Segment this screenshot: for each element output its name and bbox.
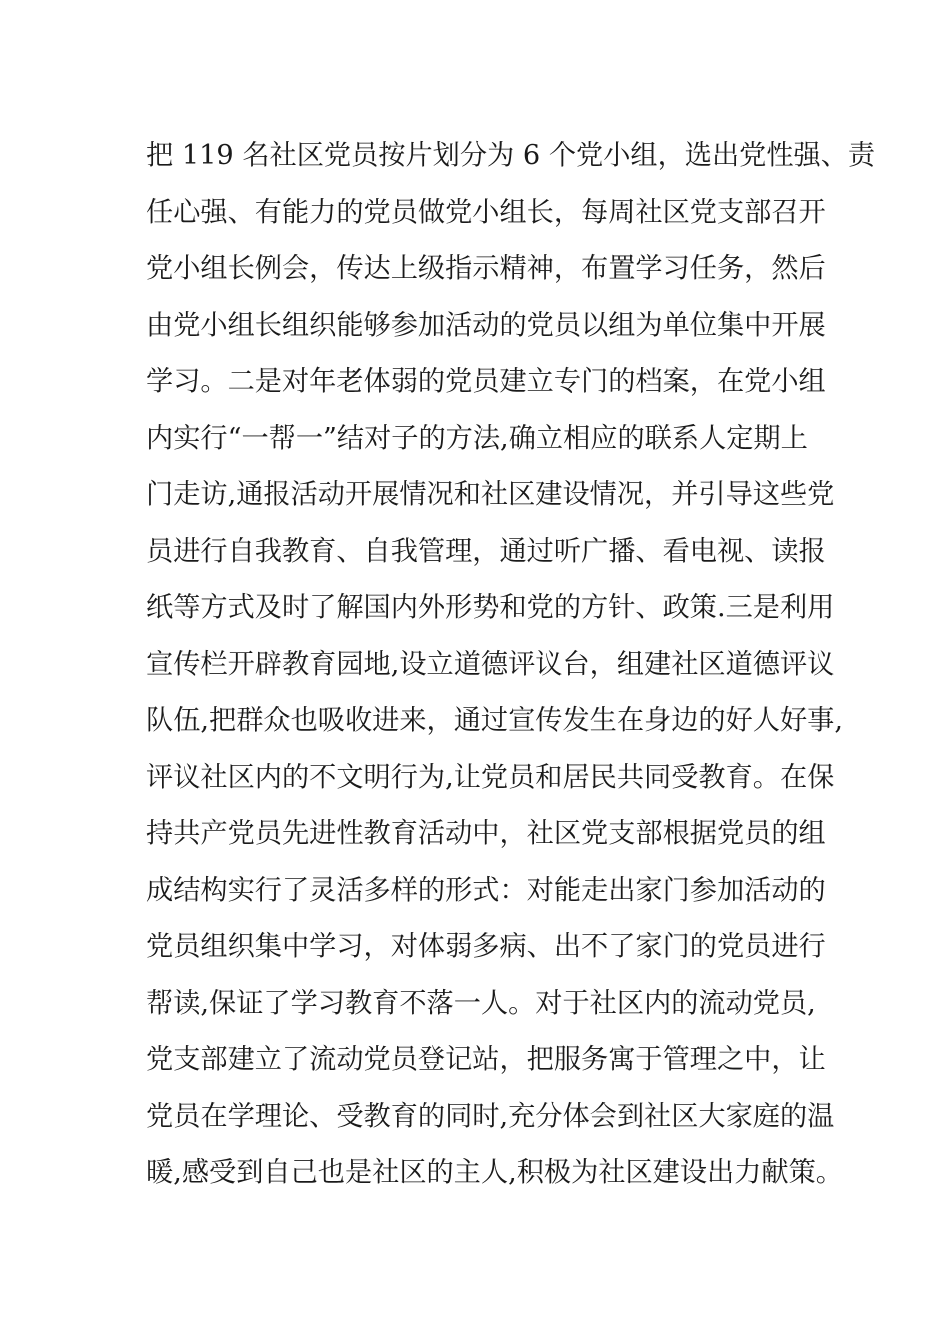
- text-line-10: 宣传栏开辟教育园地,设立道德评议台，组建社区道德评议: [146, 648, 835, 680]
- text-line-7: 门走访,通报活动开展情况和社区建设情况，并引导这些党: [146, 479, 835, 510]
- text-line-13: 持共产党员先进性教育活动中，社区党支部根据党员的组: [146, 818, 826, 849]
- text-line-12: 评议社区内的不文明行为,让党员和居民共同受教育。在保: [146, 761, 835, 793]
- text-line-14: 成结构实行了灵活多样的形式：对能走出家门参加活动的: [146, 874, 826, 906]
- text-line-9: 纸等方式及时了解国内外形势和党的方针、政策.三是利用: [146, 592, 835, 623]
- text-line-5: 学习。二是对年老体弱的党员建立专门的档案，在党小组: [146, 366, 826, 397]
- text-line-8: 员进行自我教育、自我管理，通过听广播、看电视、读报: [146, 535, 826, 567]
- text-line-19: 暖,感受到自己也是社区的主人,积极为社区建设出力献策。: [146, 1157, 843, 1188]
- text-line-16: 帮读,保证了学习教育不落一人。对于社区内的流动党员,: [146, 987, 816, 1019]
- text-line-18: 党员在学理论、受教育的同时,充分体会到社区大家庭的温: [146, 1100, 835, 1132]
- text-line-15: 党员组织集中学习，对体弱多病、出不了家门的党员进行: [146, 931, 826, 962]
- text-line-2: 任心强、有能力的党员做党小组长，每周社区党支部召开: [146, 196, 826, 228]
- text-line-1: 把 119 名社区党员按片划分为 6 个党小组，选出党性强、责: [146, 140, 876, 171]
- text-line-11: 队伍,把群众也吸收进来，通过宣传发生在身边的好人好事,: [146, 705, 843, 736]
- text-line-3: 党小组长例会，传达上级指示精神，布置学习任务，然后: [146, 253, 826, 284]
- text-line-4: 由党小组长组织能够参加活动的党员以组为单位集中开展: [146, 309, 826, 341]
- text-line-17: 党支部建立了流动党员登记站，把服务寓于管理之中，让: [146, 1044, 826, 1075]
- body-paragraph: [146, 128, 876, 1202]
- text-line-6: 内实行“一帮一”结对子的方法,确立相应的联系人定期上: [146, 422, 808, 454]
